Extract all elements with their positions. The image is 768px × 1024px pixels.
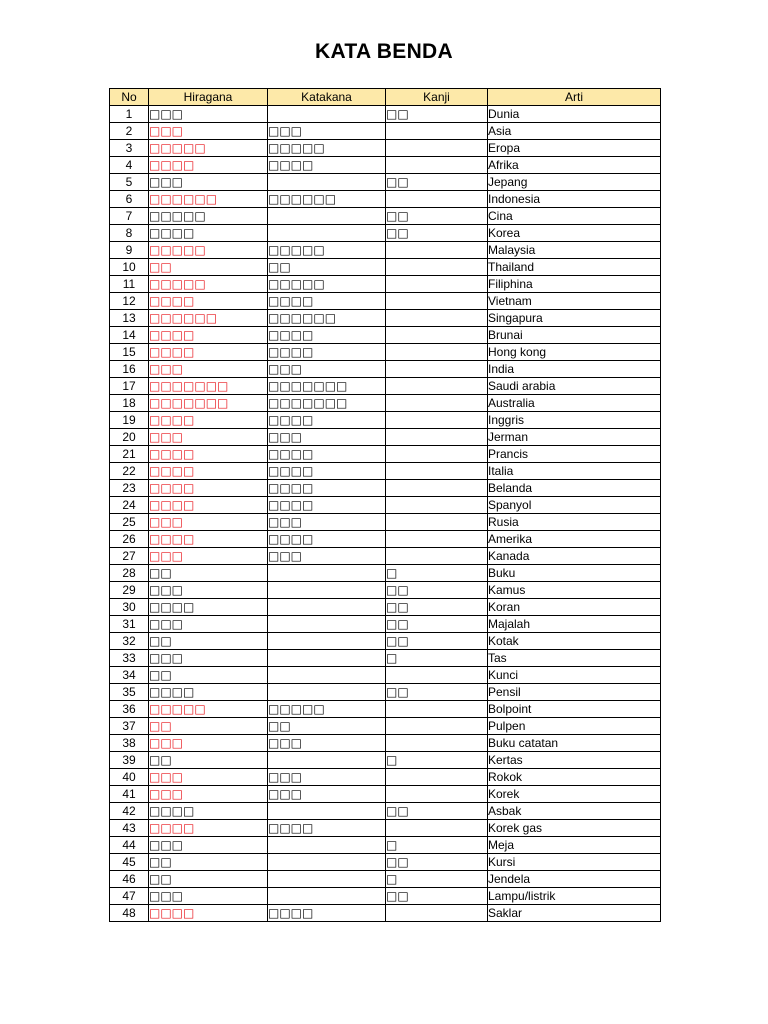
cell-no: 27 — [110, 548, 149, 565]
table-row — [110, 106, 661, 123]
cell-hiragana: □□□□ — [149, 225, 268, 242]
cell-arti: Filiphina — [488, 276, 661, 293]
cell-no: 23 — [110, 480, 149, 497]
table-row — [110, 616, 661, 633]
cell-katakana — [268, 208, 386, 225]
cell-arti: Inggris — [488, 412, 661, 429]
cell-katakana — [268, 582, 386, 599]
table-row — [110, 463, 661, 480]
cell-arti: Kunci — [488, 667, 661, 684]
cell-arti: Korek — [488, 786, 661, 803]
cell-arti: Majalah — [488, 616, 661, 633]
column-header-arti: Arti — [488, 89, 661, 106]
cell-kanji — [386, 905, 488, 922]
cell-hiragana: □□□□ — [149, 803, 268, 820]
cell-kanji — [386, 531, 488, 548]
cell-kanji: □ — [386, 837, 488, 854]
cell-hiragana: □□□ — [149, 735, 268, 752]
table-row — [110, 480, 661, 497]
table-row — [110, 123, 661, 140]
cell-kanji: □ — [386, 565, 488, 582]
table-row — [110, 752, 661, 769]
cell-arti: Hong kong — [488, 344, 661, 361]
table-row — [110, 565, 661, 582]
cell-katakana: □□□□ — [268, 820, 386, 837]
table-row — [110, 684, 661, 701]
cell-hiragana: □□□□□□□ — [149, 395, 268, 412]
column-header-no: No — [110, 89, 149, 106]
cell-katakana: □□□□□□ — [268, 310, 386, 327]
cell-no: 20 — [110, 429, 149, 446]
cell-arti: Lampu/listrik — [488, 888, 661, 905]
cell-katakana: □□□□□ — [268, 276, 386, 293]
cell-hiragana: □□ — [149, 667, 268, 684]
cell-arti: Brunai — [488, 327, 661, 344]
cell-no: 33 — [110, 650, 149, 667]
table-row — [110, 344, 661, 361]
cell-hiragana: □□□□□□□ — [149, 378, 268, 395]
table-row — [110, 191, 661, 208]
cell-no: 1 — [110, 106, 149, 123]
cell-no: 25 — [110, 514, 149, 531]
cell-kanji — [386, 718, 488, 735]
cell-no: 30 — [110, 599, 149, 616]
table-row — [110, 735, 661, 752]
table-row — [110, 157, 661, 174]
cell-arti: Buku catatan — [488, 735, 661, 752]
cell-kanji: □□ — [386, 106, 488, 123]
cell-katakana — [268, 684, 386, 701]
cell-kanji — [386, 157, 488, 174]
cell-no: 2 — [110, 123, 149, 140]
cell-hiragana: □□□□ — [149, 293, 268, 310]
cell-hiragana: □□□ — [149, 888, 268, 905]
cell-katakana: □□□□ — [268, 480, 386, 497]
cell-no: 37 — [110, 718, 149, 735]
cell-arti: Kotak — [488, 633, 661, 650]
cell-kanji — [386, 735, 488, 752]
table-row — [110, 208, 661, 225]
cell-arti: Koran — [488, 599, 661, 616]
table-row — [110, 837, 661, 854]
cell-katakana: □□□□□ — [268, 242, 386, 259]
cell-no: 38 — [110, 735, 149, 752]
cell-kanji: □ — [386, 871, 488, 888]
cell-arti: Asbak — [488, 803, 661, 820]
cell-hiragana: □□□□□ — [149, 140, 268, 157]
cell-kanji — [386, 446, 488, 463]
table-row — [110, 225, 661, 242]
column-header-hiragana: Hiragana — [149, 89, 268, 106]
cell-no: 46 — [110, 871, 149, 888]
cell-katakana — [268, 616, 386, 633]
cell-arti: Kertas — [488, 752, 661, 769]
table-row — [110, 701, 661, 718]
cell-hiragana: □□ — [149, 752, 268, 769]
cell-no: 6 — [110, 191, 149, 208]
cell-hiragana: □□□□ — [149, 684, 268, 701]
cell-arti: Indonesia — [488, 191, 661, 208]
cell-kanji: □□ — [386, 599, 488, 616]
cell-arti: Kanada — [488, 548, 661, 565]
cell-katakana: □□□□ — [268, 344, 386, 361]
table-row — [110, 327, 661, 344]
cell-no: 14 — [110, 327, 149, 344]
cell-katakana: □□□□ — [268, 463, 386, 480]
cell-no: 41 — [110, 786, 149, 803]
table-row — [110, 888, 661, 905]
cell-arti: Spanyol — [488, 497, 661, 514]
cell-hiragana: □□□□ — [149, 446, 268, 463]
cell-katakana: □□□ — [268, 786, 386, 803]
cell-kanji — [386, 242, 488, 259]
table-row — [110, 820, 661, 837]
cell-hiragana: □□□ — [149, 514, 268, 531]
cell-hiragana: □□□ — [149, 174, 268, 191]
cell-hiragana: □□□ — [149, 582, 268, 599]
cell-arti: Meja — [488, 837, 661, 854]
cell-hiragana: □□□ — [149, 123, 268, 140]
table-row — [110, 582, 661, 599]
cell-hiragana: □□□□ — [149, 463, 268, 480]
cell-arti: Tas — [488, 650, 661, 667]
table-row — [110, 633, 661, 650]
cell-katakana: □□ — [268, 259, 386, 276]
cell-katakana: □□□□□□ — [268, 191, 386, 208]
cell-no: 24 — [110, 497, 149, 514]
cell-no: 40 — [110, 769, 149, 786]
cell-hiragana: □□□□□ — [149, 701, 268, 718]
cell-katakana: □□□□□□□ — [268, 395, 386, 412]
cell-hiragana: □□□□□ — [149, 242, 268, 259]
cell-kanji: □□ — [386, 803, 488, 820]
cell-no: 3 — [110, 140, 149, 157]
cell-kanji — [386, 310, 488, 327]
cell-no: 42 — [110, 803, 149, 820]
column-header-kanji: Kanji — [386, 89, 488, 106]
table-row — [110, 446, 661, 463]
table-row — [110, 429, 661, 446]
cell-hiragana: □□□□ — [149, 820, 268, 837]
column-header-katakana: Katakana — [268, 89, 386, 106]
cell-hiragana: □□ — [149, 565, 268, 582]
cell-katakana: □□□□ — [268, 531, 386, 548]
cell-katakana — [268, 837, 386, 854]
table-row — [110, 497, 661, 514]
cell-no: 9 — [110, 242, 149, 259]
cell-no: 32 — [110, 633, 149, 650]
cell-hiragana: □□□□ — [149, 412, 268, 429]
cell-katakana: □□□□ — [268, 446, 386, 463]
cell-hiragana: □□□ — [149, 650, 268, 667]
cell-kanji — [386, 293, 488, 310]
cell-arti: Amerika — [488, 531, 661, 548]
cell-no: 48 — [110, 905, 149, 922]
table-row — [110, 259, 661, 276]
cell-kanji — [386, 667, 488, 684]
table-row — [110, 293, 661, 310]
table-row — [110, 650, 661, 667]
cell-arti: Afrika — [488, 157, 661, 174]
cell-no: 21 — [110, 446, 149, 463]
cell-no: 13 — [110, 310, 149, 327]
table-row — [110, 803, 661, 820]
table-row — [110, 395, 661, 412]
cell-hiragana: □□□□□□ — [149, 310, 268, 327]
cell-katakana: □□□□ — [268, 905, 386, 922]
table-row — [110, 412, 661, 429]
cell-kanji — [386, 786, 488, 803]
cell-kanji — [386, 497, 488, 514]
cell-katakana — [268, 752, 386, 769]
cell-kanji: □□ — [386, 854, 488, 871]
cell-katakana — [268, 225, 386, 242]
cell-no: 11 — [110, 276, 149, 293]
cell-no: 44 — [110, 837, 149, 854]
cell-katakana: □□□□ — [268, 412, 386, 429]
cell-kanji — [386, 820, 488, 837]
cell-kanji — [386, 361, 488, 378]
table-row — [110, 667, 661, 684]
cell-no: 10 — [110, 259, 149, 276]
cell-katakana — [268, 174, 386, 191]
cell-kanji — [386, 548, 488, 565]
cell-katakana: □□□ — [268, 361, 386, 378]
cell-katakana: □□□ — [268, 123, 386, 140]
cell-hiragana: □□□□ — [149, 531, 268, 548]
cell-no: 28 — [110, 565, 149, 582]
table-row — [110, 905, 661, 922]
cell-hiragana: □□□□□ — [149, 276, 268, 293]
cell-kanji — [386, 701, 488, 718]
cell-no: 36 — [110, 701, 149, 718]
cell-katakana — [268, 854, 386, 871]
cell-hiragana: □□□□ — [149, 157, 268, 174]
cell-katakana: □□□ — [268, 514, 386, 531]
cell-kanji: □□ — [386, 208, 488, 225]
table-row — [110, 276, 661, 293]
cell-katakana — [268, 599, 386, 616]
cell-arti: Saudi arabia — [488, 378, 661, 395]
cell-kanji: □□ — [386, 616, 488, 633]
cell-hiragana: □□ — [149, 718, 268, 735]
cell-hiragana: □□□□ — [149, 497, 268, 514]
cell-katakana — [268, 106, 386, 123]
cell-kanji — [386, 344, 488, 361]
cell-katakana: □□□ — [268, 735, 386, 752]
cell-kanji: □□ — [386, 684, 488, 701]
cell-hiragana: □□□ — [149, 837, 268, 854]
header-row — [110, 89, 661, 106]
cell-arti: Rokok — [488, 769, 661, 786]
cell-hiragana: □□□ — [149, 361, 268, 378]
cell-kanji — [386, 276, 488, 293]
table-row — [110, 548, 661, 565]
cell-no: 15 — [110, 344, 149, 361]
cell-hiragana: □□ — [149, 854, 268, 871]
cell-no: 8 — [110, 225, 149, 242]
cell-hiragana: □□ — [149, 259, 268, 276]
cell-no: 16 — [110, 361, 149, 378]
cell-katakana: □□□ — [268, 548, 386, 565]
cell-kanji: □ — [386, 650, 488, 667]
cell-arti: Dunia — [488, 106, 661, 123]
cell-kanji — [386, 140, 488, 157]
cell-no: 7 — [110, 208, 149, 225]
cell-arti: Jerman — [488, 429, 661, 446]
cell-kanji — [386, 412, 488, 429]
cell-kanji — [386, 463, 488, 480]
cell-no: 17 — [110, 378, 149, 395]
cell-kanji: □□ — [386, 582, 488, 599]
table-row — [110, 361, 661, 378]
cell-arti: Cina — [488, 208, 661, 225]
vocabulary-table — [109, 88, 661, 922]
cell-no: 4 — [110, 157, 149, 174]
cell-kanji — [386, 480, 488, 497]
cell-katakana: □□□□ — [268, 157, 386, 174]
cell-no: 35 — [110, 684, 149, 701]
cell-arti: Prancis — [488, 446, 661, 463]
table-row — [110, 786, 661, 803]
cell-no: 18 — [110, 395, 149, 412]
cell-no: 29 — [110, 582, 149, 599]
cell-no: 31 — [110, 616, 149, 633]
table-row — [110, 718, 661, 735]
cell-hiragana: □□□ — [149, 769, 268, 786]
cell-kanji: □□ — [386, 888, 488, 905]
cell-kanji: □□ — [386, 174, 488, 191]
cell-arti: Pensil — [488, 684, 661, 701]
cell-kanji — [386, 259, 488, 276]
cell-arti: Bolpoint — [488, 701, 661, 718]
cell-arti: Belanda — [488, 480, 661, 497]
cell-arti: Rusia — [488, 514, 661, 531]
table-row — [110, 242, 661, 259]
cell-arti: Eropa — [488, 140, 661, 157]
table-row — [110, 174, 661, 191]
cell-kanji: □□ — [386, 225, 488, 242]
table-row — [110, 310, 661, 327]
cell-arti: Korea — [488, 225, 661, 242]
table-row — [110, 140, 661, 157]
cell-katakana — [268, 633, 386, 650]
cell-no: 19 — [110, 412, 149, 429]
cell-arti: Asia — [488, 123, 661, 140]
cell-arti: Italia — [488, 463, 661, 480]
cell-no: 12 — [110, 293, 149, 310]
table-row — [110, 514, 661, 531]
table-row — [110, 769, 661, 786]
cell-arti: Thailand — [488, 259, 661, 276]
table-body — [110, 106, 661, 922]
cell-kanji — [386, 327, 488, 344]
cell-katakana — [268, 565, 386, 582]
cell-katakana — [268, 667, 386, 684]
cell-katakana: □□□□□ — [268, 701, 386, 718]
cell-arti: Singapura — [488, 310, 661, 327]
cell-hiragana: □□□ — [149, 616, 268, 633]
cell-no: 26 — [110, 531, 149, 548]
cell-katakana: □□□□□□□ — [268, 378, 386, 395]
cell-kanji — [386, 395, 488, 412]
cell-hiragana: □□ — [149, 633, 268, 650]
cell-katakana — [268, 803, 386, 820]
cell-arti: Saklar — [488, 905, 661, 922]
cell-no: 47 — [110, 888, 149, 905]
cell-hiragana: □□□□ — [149, 905, 268, 922]
cell-hiragana: □□□□ — [149, 327, 268, 344]
cell-arti: Kamus — [488, 582, 661, 599]
cell-kanji — [386, 514, 488, 531]
cell-kanji — [386, 429, 488, 446]
cell-hiragana: □□□ — [149, 786, 268, 803]
cell-arti: Vietnam — [488, 293, 661, 310]
cell-arti: India — [488, 361, 661, 378]
cell-katakana: □□ — [268, 718, 386, 735]
table-row — [110, 531, 661, 548]
cell-arti: Malaysia — [488, 242, 661, 259]
cell-no: 39 — [110, 752, 149, 769]
cell-arti: Australia — [488, 395, 661, 412]
cell-kanji — [386, 123, 488, 140]
cell-katakana: □□□ — [268, 429, 386, 446]
table-row — [110, 871, 661, 888]
cell-kanji — [386, 378, 488, 395]
cell-no: 34 — [110, 667, 149, 684]
cell-no: 43 — [110, 820, 149, 837]
cell-hiragana: □□□ — [149, 429, 268, 446]
cell-hiragana: □□ — [149, 871, 268, 888]
cell-kanji: □□ — [386, 633, 488, 650]
cell-hiragana: □□□ — [149, 548, 268, 565]
cell-katakana: □□□□ — [268, 327, 386, 344]
cell-no: 22 — [110, 463, 149, 480]
cell-katakana — [268, 871, 386, 888]
cell-hiragana: □□□ — [149, 106, 268, 123]
cell-hiragana: □□□□□ — [149, 208, 268, 225]
cell-hiragana: □□□□ — [149, 344, 268, 361]
cell-hiragana: □□□□□□ — [149, 191, 268, 208]
cell-no: 5 — [110, 174, 149, 191]
table-row — [110, 599, 661, 616]
cell-hiragana: □□□□ — [149, 480, 268, 497]
cell-arti: Buku — [488, 565, 661, 582]
cell-katakana — [268, 650, 386, 667]
cell-katakana: □□□ — [268, 769, 386, 786]
cell-katakana: □□□□□ — [268, 140, 386, 157]
cell-kanji: □ — [386, 752, 488, 769]
cell-arti: Kursi — [488, 854, 661, 871]
cell-arti: Jepang — [488, 174, 661, 191]
cell-arti: Pulpen — [488, 718, 661, 735]
cell-katakana: □□□□ — [268, 293, 386, 310]
cell-arti: Jendela — [488, 871, 661, 888]
page-title: KATA BENDA — [315, 40, 453, 63]
cell-katakana — [268, 888, 386, 905]
table-row — [110, 378, 661, 395]
cell-hiragana: □□□□ — [149, 599, 268, 616]
cell-katakana: □□□□ — [268, 497, 386, 514]
cell-kanji — [386, 769, 488, 786]
cell-arti: Korek gas — [488, 820, 661, 837]
cell-kanji — [386, 191, 488, 208]
table-row — [110, 854, 661, 871]
cell-no: 45 — [110, 854, 149, 871]
